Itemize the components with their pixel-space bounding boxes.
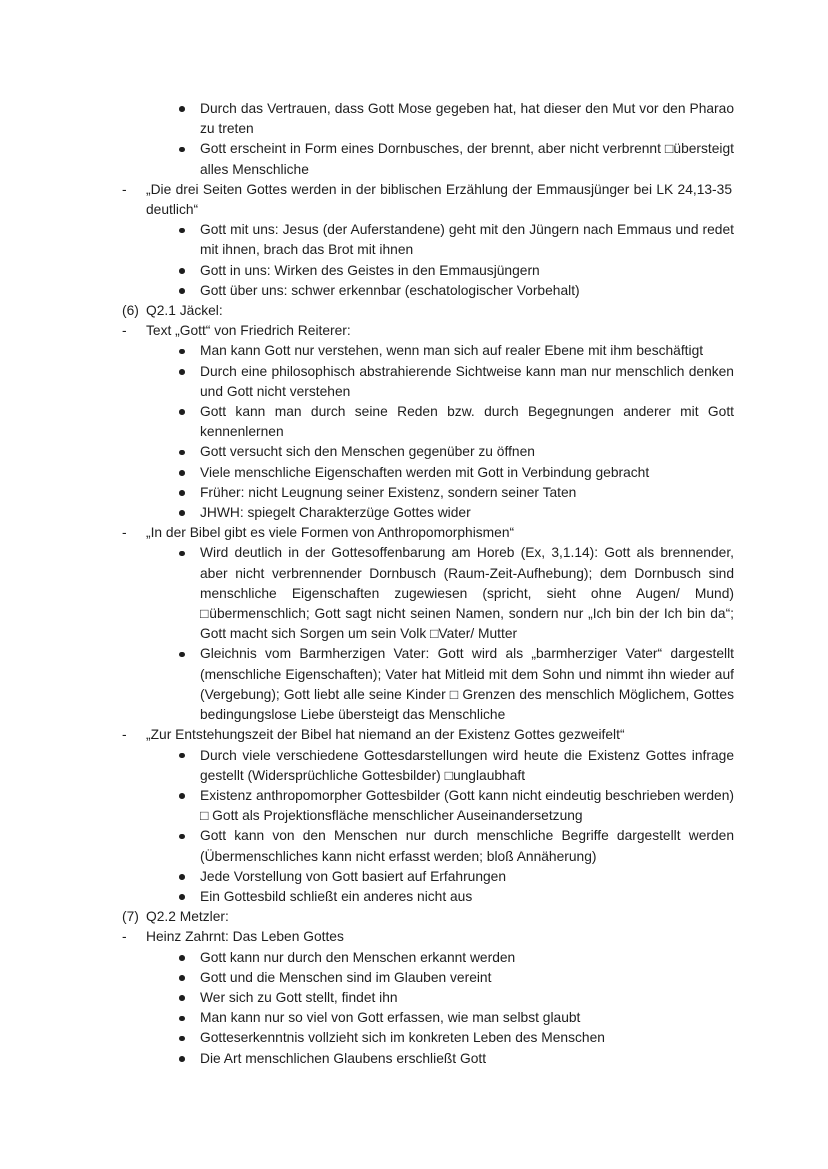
list-item	[0, 301, 828, 321]
list-item	[0, 321, 828, 341]
list-item-text: „Die drei Seiten Gottes werden in der biblischen Erzählung der Emmausjünger bei LK 24,13-35 deutlich“	[146, 181, 732, 218]
list-item-text: Gott erscheint in Form eines Dornbusches, der brennt, aber nicht verbrennt □übersteigt alles Menschliche	[200, 141, 734, 177]
list-item	[0, 463, 828, 483]
list-item-text: Man kann nur so viel von Gott erfassen, wie man selbst glaubt	[200, 1010, 581, 1026]
list-item	[0, 99, 828, 139]
list-item	[0, 281, 828, 301]
list-item	[0, 139, 828, 179]
list-item-text: Gott und die Menschen sind im Glauben vereint	[200, 969, 492, 985]
list-item	[0, 988, 828, 1008]
dash-marker: -	[122, 323, 127, 339]
document-body	[0, 99, 828, 1069]
list-item	[0, 1028, 828, 1048]
list-item	[0, 725, 828, 745]
list-item	[0, 927, 828, 947]
bullet-marker-icon	[179, 349, 185, 355]
bullet-marker-icon	[179, 975, 185, 981]
bullet-marker-icon	[179, 409, 185, 415]
list-item-text: Durch das Vertrauen, dass Gott Mose gegeben hat, hat dieser den Mut vor den Pharao zu treten	[200, 101, 734, 137]
list-item-text: Durch eine philosophisch abstrahierende Sichtweise kann man nur menschlich denken und Gott nicht verstehen	[200, 363, 734, 399]
bullet-marker-icon	[179, 955, 185, 961]
list-item	[0, 503, 828, 523]
list-item	[0, 483, 828, 503]
bullet-marker-icon	[179, 147, 185, 153]
bullet-marker-icon	[179, 268, 185, 274]
bullet-marker-icon	[179, 551, 185, 557]
list-item	[0, 543, 828, 644]
list-item	[0, 261, 828, 281]
bullet-marker-icon	[179, 106, 185, 112]
list-item-text: „Zur Entstehungszeit der Bibel hat niemand an der Existenz Gottes gezweifelt“	[146, 727, 625, 743]
bullet-marker-icon	[179, 470, 185, 476]
list-item-text: Durch viele verschiedene Gottesdarstellungen wird heute die Existenz Gottes infrage gestellt (Widersprüchliche Gottesbilder) □unglaubhaft	[200, 747, 734, 783]
list-item-text: Wer sich zu Gott stellt, findet ihn	[200, 989, 398, 1005]
list-item-text: JHWH: spiegelt Charakterzüge Gottes wider	[200, 505, 471, 521]
list-item-text: Viele menschliche Eigenschaften werden mit Gott in Verbindung gebracht	[200, 464, 650, 480]
number-marker: (7)	[122, 909, 139, 925]
dash-marker: -	[122, 727, 127, 743]
dash-marker: -	[122, 929, 127, 945]
list-item	[0, 968, 828, 988]
list-item	[0, 523, 828, 543]
bullet-marker-icon	[179, 1036, 185, 1042]
list-item	[0, 220, 828, 260]
bullet-marker-icon	[179, 450, 185, 456]
bullet-marker-icon	[179, 894, 185, 900]
list-item-text: Gott kann man durch seine Reden bzw. durch Begegnungen anderer mit Gott kennenlernen	[200, 404, 734, 440]
list-item-text: Gott kann von den Menschen nur durch menschliche Begriffe dargestellt werden (Übermenschliches kann nicht erfasst werden; bloß Annäherung)	[200, 828, 734, 864]
bullet-marker-icon	[179, 288, 185, 294]
list-item	[0, 442, 828, 462]
dash-marker: -	[122, 181, 127, 197]
list-item-text: Q2.1 Jäckel:	[146, 303, 223, 319]
list-item	[0, 341, 828, 361]
list-item-text: Text „Gott“ von Friedrich Reiterer:	[146, 323, 351, 339]
list-item-text: Die Art menschlichen Glaubens erschließt Gott	[200, 1050, 487, 1066]
list-item-text: Ein Gottesbild schließt ein anderes nicht aus	[200, 888, 473, 904]
dash-marker: -	[122, 525, 127, 541]
list-item	[0, 1049, 828, 1069]
list-item	[0, 180, 828, 220]
bullet-marker-icon	[179, 510, 185, 516]
list-item	[0, 746, 828, 786]
list-item-text: Gott versucht sich den Menschen gegenüber zu öffnen	[200, 444, 535, 460]
list-item	[0, 402, 828, 442]
list-item	[0, 786, 828, 826]
list-item-text: Man kann Gott nur verstehen, wenn man sich auf realer Ebene mit ihm beschäftigt	[200, 343, 704, 359]
bullet-marker-icon	[179, 369, 185, 375]
list-item-text: Gott in uns: Wirken des Geistes in den Emmausjüngern	[200, 262, 540, 278]
list-item-text: Gleichnis vom Barmherzigen Vater: Gott wird als „barmherziger Vater“ dargestellt (menschliche Eigenschaften); Vater hat Mitleid mit dem Sohn und nimmt ihn wieder auf (Vergebung); Gott liebt alle seine Kinder □ Grenzen des menschlich Möglichem, Gottes bedingungslose Liebe übersteigt das Menschliche	[200, 646, 734, 723]
list-item-text: Gott über uns: schwer erkennbar (eschatologischer Vorbehalt)	[200, 282, 580, 298]
list-item-text: Gott kann nur durch den Menschen erkannt werden	[200, 949, 516, 965]
list-item-text: Gotteserkenntnis vollzieht sich im konkreten Leben des Menschen	[200, 1030, 605, 1046]
bullet-marker-icon	[179, 834, 185, 840]
list-item	[0, 362, 828, 402]
list-item	[0, 644, 828, 725]
list-item-text: Wird deutlich in der Gottesoffenbarung am Horeb (Ex, 3,1.14): Gott als brennender, aber nicht verbrennender Dornbusch (Raum-Zeit-Aufhebung); dem Dornbusch sind menschliche Eigenschaften zugewiesen (spricht, sieht ohne Augen/ Mund) □übermenschlich; Gott sagt nicht seinen Namen, sondern nur „Ich bin der Ich bin da“; Gott macht sich Sorgen um sein Volk □Vater/ Mutter	[200, 545, 734, 642]
list-item	[0, 887, 828, 907]
list-item-text: Gott mit uns: Jesus (der Auferstandene) geht mit den Jüngern nach Emmaus und redet mit ihnen, brach das Brot mit ihnen	[200, 222, 734, 258]
list-item	[0, 948, 828, 968]
list-item	[0, 826, 828, 866]
bullet-marker-icon	[179, 652, 185, 658]
bullet-marker-icon	[179, 1016, 185, 1022]
bullet-marker-icon	[179, 874, 185, 880]
bullet-marker-icon	[179, 753, 185, 759]
list-item-text: „In der Bibel gibt es viele Formen von Anthropomorphismen“	[146, 525, 515, 541]
number-marker: (6)	[122, 303, 139, 319]
bullet-marker-icon	[179, 995, 185, 1001]
bullet-marker-icon	[179, 1056, 185, 1062]
bullet-marker-icon	[179, 793, 185, 799]
list-item-text: Q2.2 Metzler:	[146, 909, 229, 925]
bullet-marker-icon	[179, 490, 185, 496]
list-item	[0, 867, 828, 887]
list-item-text: Früher: nicht Leugnung seiner Existenz, sondern seiner Taten	[200, 484, 577, 500]
list-item-text: Existenz anthropomorpher Gottesbilder (Gott kann nicht eindeutig beschrieben werden) □ Gott als Projektionsfläche menschlicher Auseinandersetzung	[200, 787, 734, 824]
bullet-marker-icon	[179, 228, 185, 234]
list-item-text: Heinz Zahrnt: Das Leben Gottes	[146, 929, 344, 945]
list-item-text: Jede Vorstellung von Gott basiert auf Erfahrungen	[200, 868, 507, 884]
list-item	[0, 907, 828, 927]
list-item	[0, 1008, 828, 1028]
